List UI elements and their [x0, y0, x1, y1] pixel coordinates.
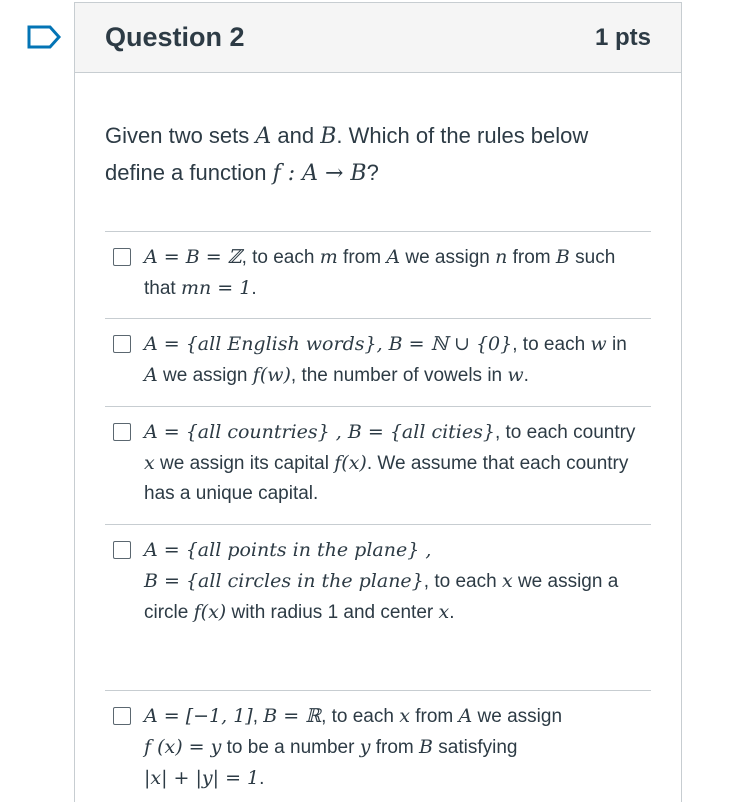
answer-checkbox-3[interactable]	[113, 423, 131, 441]
answer-list	[105, 231, 651, 800]
question-header	[75, 3, 681, 73]
question-title: Question 2	[105, 22, 245, 52]
answer-option-3[interactable]	[105, 406, 651, 524]
answer-option-2[interactable]	[105, 318, 651, 406]
answer-checkbox-1[interactable]	[113, 248, 131, 266]
answer-option-4[interactable]	[105, 524, 651, 690]
answer-option-5[interactable]	[105, 690, 651, 800]
question-card	[74, 2, 682, 802]
question-points: 1 pts	[594, 23, 651, 51]
answer-checkbox-5[interactable]	[113, 707, 131, 725]
flag-question-icon[interactable]	[26, 24, 62, 50]
answer-label-2: A = {all English words}, B = ℕ ∪ {0}, to each w in A we assign f(w), the number of vowels in w.	[144, 333, 627, 386]
question-prompt: Given two sets A and B. Which of the rules below define a function f : A → B?	[105, 123, 589, 186]
answer-option-1[interactable]	[105, 231, 651, 318]
answer-checkbox-2[interactable]	[113, 335, 131, 353]
answer-label-4: A = {all points in the plane} , B = {all circles in the plane}, to each x we assign a circle f(x) with radius 1 and center x.	[144, 539, 619, 623]
answer-label-3: A = {all countries} , B = {all cities}, to each country x we assign its capital f(x). We assume that each country has a unique capital.	[144, 421, 636, 504]
question-body	[75, 118, 681, 800]
answer-label-1: A = B = ℤ, to each m from A we assign n from B such that mn = 1.	[144, 246, 616, 299]
answer-label-5: A = [−1, 1], B = ℝ, to each x from A we assign f (x) = y to be a number y from B satisfying |x| + |y| = 1.	[144, 705, 563, 789]
answer-checkbox-4[interactable]	[113, 541, 131, 559]
